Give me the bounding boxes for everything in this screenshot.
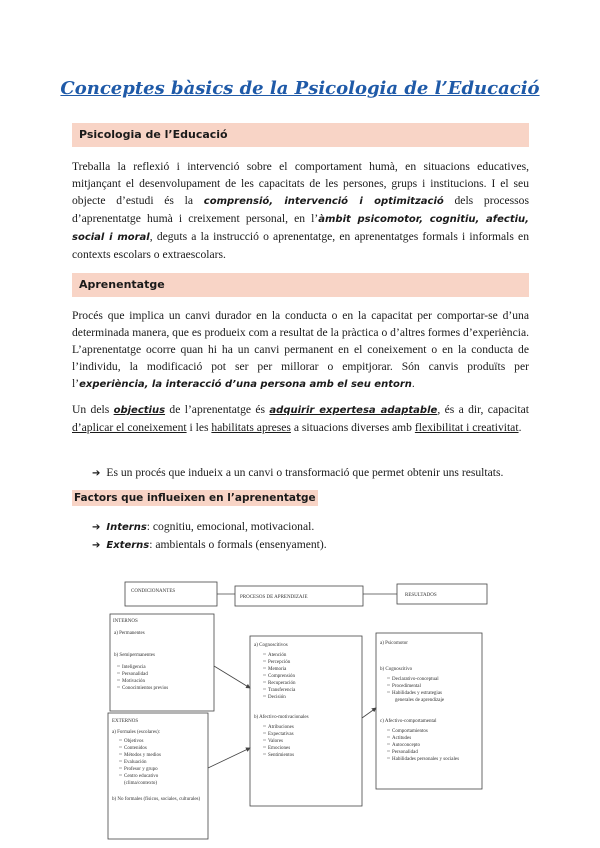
box-internos	[110, 614, 214, 711]
procesos-item: Sentimientos	[268, 753, 295, 758]
header-label: CONDICIONANTES	[131, 589, 176, 594]
highlight-text: objectius	[113, 405, 166, 416]
underlined-text: d’aplicar el coneixement	[72, 421, 187, 434]
resultados-a: a) Psicomotor	[380, 641, 408, 646]
procesos-a: a) Cognoscitivos	[254, 643, 288, 648]
text: , és a dir, capacitat	[437, 403, 529, 416]
header-box-condicionantes	[125, 582, 217, 606]
highlight-text: experiència, la interacció d’una persona amb el seu entorn	[79, 379, 412, 390]
factor-item-externs	[92, 536, 327, 554]
factor-text: : ambientals o formals (ensenyament).	[149, 538, 327, 551]
text: dels processos d’aprenentatge humà i creixement personal, en l’	[72, 194, 529, 225]
procesos-item: Transferencia	[268, 688, 296, 693]
factor-text: : cognitiu, emocional, motivacional.	[146, 520, 315, 533]
text: Treballa la reflexió i intervenció sobre el comportament humà, en situacions educatives, mitjançant el desenvolupament de les capacitats de les persones, grups i institucions. I el seu objecte d’estudi és la	[72, 160, 529, 207]
resultados-item: Declarativo-conceptual	[392, 677, 439, 682]
text: i les	[186, 421, 212, 434]
page-title: Conceptes bàsics de la Psicologia de l’Educació	[60, 78, 540, 99]
procesos-b: b) Afectivo-motivacionales	[254, 715, 309, 720]
factor-item-interns	[92, 518, 314, 536]
resultados-item: Actitudes	[392, 736, 412, 741]
resultados-item: Personalidad	[392, 750, 418, 755]
externos-b: b) No formales (físicos, sociales, culturales)	[112, 797, 201, 802]
resultados-item: generales de aprendizaje	[395, 698, 445, 703]
text: .	[518, 421, 522, 434]
highlight-text: àmbit psicomotor, cognitiu, afectiu, social i moral	[72, 214, 529, 243]
arrow-icon: ➔	[92, 468, 101, 479]
internos-b: b) Semipermanentes	[114, 653, 155, 658]
underlined-text: flexibilitat i creativitat	[414, 421, 519, 434]
externos-title: EXTERNOS	[112, 719, 139, 724]
resultados-item: Procedimental	[392, 684, 421, 689]
procesos-item: Memoria	[268, 667, 287, 672]
header-label: RESULTADOS	[405, 593, 437, 598]
internos-item: Motivación	[122, 679, 146, 684]
procesos-item: Comprensión	[268, 674, 295, 679]
procesos-item: Expectativas	[268, 732, 294, 737]
procesos-item: Decisión	[268, 695, 286, 700]
procesos-item: Percepción	[268, 660, 291, 665]
text: Un dels	[72, 403, 114, 416]
externos-item: Centro educativo	[124, 774, 159, 779]
resultados-b: b) Cognoscitivo	[380, 667, 413, 672]
text: a situacions diverses amb	[290, 421, 415, 434]
subsection-heading-factors: Factors que influeixen en l’aprenentatge	[74, 492, 316, 504]
externos-item: Evaluación	[124, 760, 147, 765]
bullet-item	[92, 464, 503, 482]
externos-item: Objetivos	[124, 739, 144, 744]
procesos-item: Atención	[268, 653, 287, 658]
section-heading-psicologia: Psicologia de l’Educació	[72, 123, 529, 147]
internos-item: Conocimientos previos	[122, 686, 169, 691]
resultados-item: Comportamientos	[392, 729, 428, 734]
externos-item: Contenidos	[124, 746, 147, 751]
internos-title: INTERNOS	[113, 619, 138, 624]
highlight-text: comprensió, intervenció i optimització	[203, 196, 444, 207]
bullet-text: Es un procés que indueix a un canvi o transformació que permet obtenir uns resultats.	[106, 466, 504, 479]
externos-item: Profesor y grupo	[124, 767, 158, 772]
procesos-item: Valores	[268, 739, 283, 744]
header-label: PROCESOS DE APRENDIZAJE	[240, 595, 308, 600]
arrow-connector	[362, 708, 376, 718]
highlight-text: adquirir expertesa adaptable	[269, 405, 438, 416]
arrow-icon: ➔	[92, 522, 101, 533]
box-procesos	[250, 636, 362, 806]
arrow-icon: ➔	[92, 540, 101, 551]
procesos-item: Emociones	[268, 746, 291, 751]
paragraph-aprenentatge	[72, 307, 529, 393]
arrow-connector	[214, 666, 250, 688]
internos-item: Personalidad	[122, 672, 148, 677]
text: de l’aprenentatge és	[165, 403, 270, 416]
externos-item: (clima/contexto)	[124, 781, 158, 786]
resultados-c: c) Afectivo-comportamental	[380, 719, 437, 724]
externos-item: Métodos y medios	[124, 753, 161, 758]
underlined-text: habilitats apreses	[211, 421, 291, 434]
factor-term: Externs	[106, 540, 150, 551]
text: , deguts a la instrucció o aprenentatge, en aprenentatges formals i informals en contexts escolars o extraescolars.	[72, 230, 529, 261]
box-resultados	[376, 633, 482, 789]
paragraph-psicologia	[72, 158, 529, 263]
resultados-item: Habilidades y estrategias	[392, 691, 442, 696]
factor-term: Interns	[106, 522, 147, 533]
arrow-connector	[208, 748, 250, 768]
internos-a: a) Permanentes	[114, 631, 145, 636]
procesos-item: Recuperación	[268, 681, 296, 686]
resultados-item: Autoconcepto	[392, 743, 421, 748]
section-heading-aprenentatge: Aprenentatge	[72, 273, 529, 297]
externos-a: a) Formales (escolares):	[112, 730, 161, 735]
procesos-item: Atribuciones	[268, 725, 294, 730]
resultados-item: Habilidades personales y sociales	[392, 757, 460, 762]
paragraph-objectius	[72, 401, 529, 436]
learning-process-diagram	[100, 578, 500, 848]
text: Procés que implica un canvi durador en la conducta o en la capacitat per comportar-se d’una determinada manera, que es produeix com a resultat de la pràctica o d’altres formes d’experiència. L’aprenentatge ocorre quan hi ha un canvi permanent en el coneixement o en la conducta de l’individu, la modificació pot ser per millorar o empitjorar. Són canvis produïts per l’	[72, 309, 529, 390]
text: .	[411, 377, 415, 390]
internos-item: Inteligencia	[122, 665, 146, 670]
